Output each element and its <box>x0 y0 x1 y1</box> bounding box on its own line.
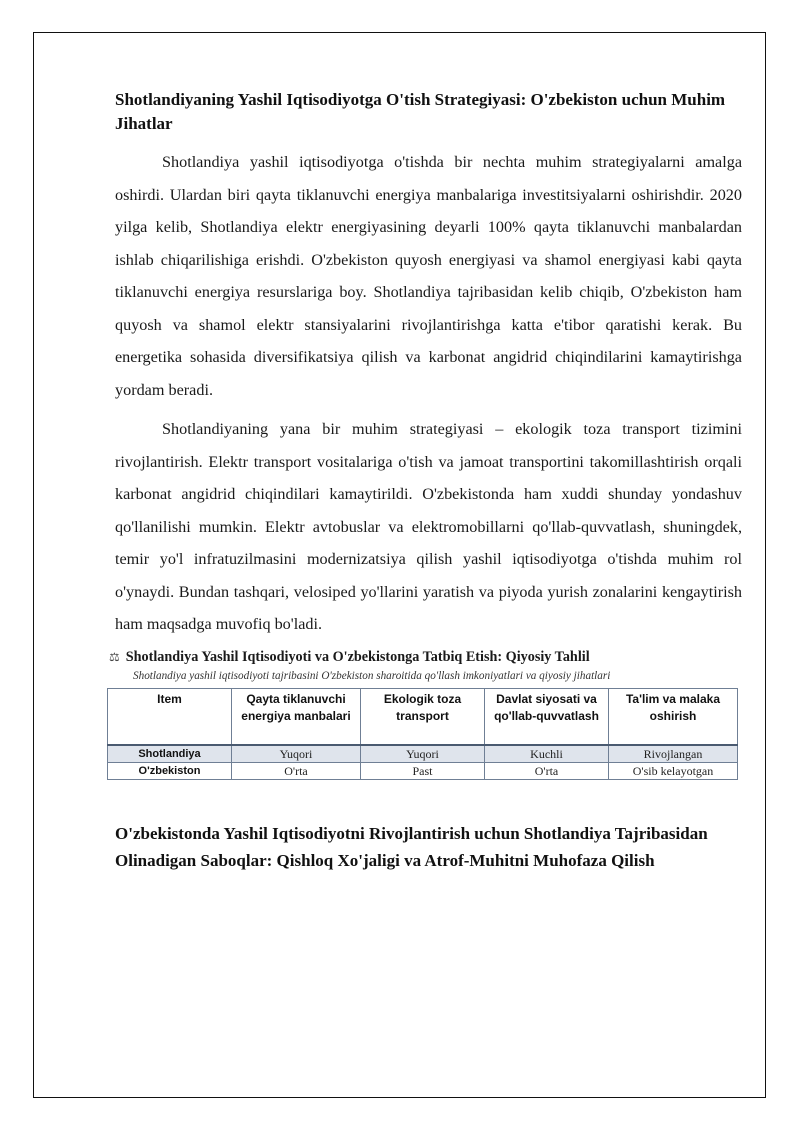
paragraph-clean-transport: Shotlandiyaning yana bir muhim strategiyasi – ekologik toza transport tizimini rivojlantirish. Elektr transport vositalariga o'tish va jamoat transportini takomillashtirish orqali karbonat angidrid chiqindilari kamaytirildi. O'zbekistonda ham xuddi shunday yondashuv qo'llanilishi mumkin. Elektr avtobuslar va elektromobillarni qo'llab-quvvatlash, shuningdek, temir yo'l infratuzilmasini modernizatsiya qilish yashil iqtisodiyotga o'tishda muhim rol o'ynaydi. Bundan tashqari, velosiped yo'llarini yaratish va piyoda yurish zonalarini kengaytirish ham maqsadga muvofiq bo'ladi. <box>115 420 742 633</box>
row-label: Shotlandiya <box>108 745 232 763</box>
table-cell: Rivojlangan <box>609 745 738 763</box>
table-row <box>108 745 738 763</box>
column-header-renewable-energy: Qayta tiklanuvchi energiya manbalari <box>232 688 361 745</box>
section-heading: Shotlandiyaning Yashil Iqtisodiyotga O'tish Strategiyasi: O'zbekiston uchun Muhim Jihatlar <box>115 90 726 133</box>
row-label: O'zbekiston <box>108 762 232 779</box>
table-caption: Shotlandiya yashil iqtisodiyoti tajribasini O'zbekiston sharoitida qo'llash imkoniyatlari va qiyosiy jihatlari <box>133 669 611 682</box>
table-cell: O'rta <box>232 762 361 779</box>
table-header-row <box>108 688 738 745</box>
table-title-text: Shotlandiya Yashil Iqtisodiyoti va O'zbekistonga Tatbiq Etish: Qiyosiy Tahlil <box>125 648 590 665</box>
table-row <box>108 762 738 779</box>
column-header-clean-transport: Ekologik toza transport <box>361 688 485 745</box>
scale-icon: ⚖ <box>109 650 120 664</box>
paragraph-renewable-energy: Shotlandiya yashil iqtisodiyotga o'tishda bir nechta muhim strategiyalarni amalga oshirdi. Ulardan biri qayta tiklanuvchi energiya manbalariga investitsiyalarni oshirishdir. 2020 yilga kelib, Shotlandiya elektr energiyasining deyarli 100% qayta tiklanuvchi manbalardan ishlab chiqarilishiga erishdi. O'zbekiston quyosh energiyasi va shamol energiyasi kabi qayta tiklanuvchi energiya resurslariga boy. Shotlandiya tajribasidan kelib chiqib, O'zbekiston ham quyosh va shamol elektr stansiyalarini rivojlantirishga katta e'tibor qaratishi kerak. Bu energetika sohasida diversifikatsiya qilish va karbonat angidrid chiqindilarini kamaytirishga yordam beradi. <box>115 153 742 399</box>
table-cell: O'rta <box>485 762 609 779</box>
table-cell: O'sib kelayotgan <box>609 762 738 779</box>
column-header-item: Item <box>108 688 232 745</box>
section-heading-lessons: O'zbekistonda Yashil Iqtisodiyotni Rivojlantirish uchun Shotlandiya Tajribasidan Olinadigan Saboqlar: Qishloq Xo'jaligi va Atrof-Muhitni Muhofaza Qilish <box>115 823 708 870</box>
column-header-state-policy: Davlat siyosati va qo'llab-quvvatlash <box>485 688 609 745</box>
table-cell: Yuqori <box>361 745 485 763</box>
table-cell: Past <box>361 762 485 779</box>
table-title <box>109 649 742 666</box>
comparison-table <box>107 688 738 780</box>
table-cell: Yuqori <box>232 745 361 763</box>
page-content <box>109 88 742 874</box>
table-cell: Kuchli <box>485 745 609 763</box>
column-header-education: Ta'lim va malaka oshirish <box>609 688 738 745</box>
